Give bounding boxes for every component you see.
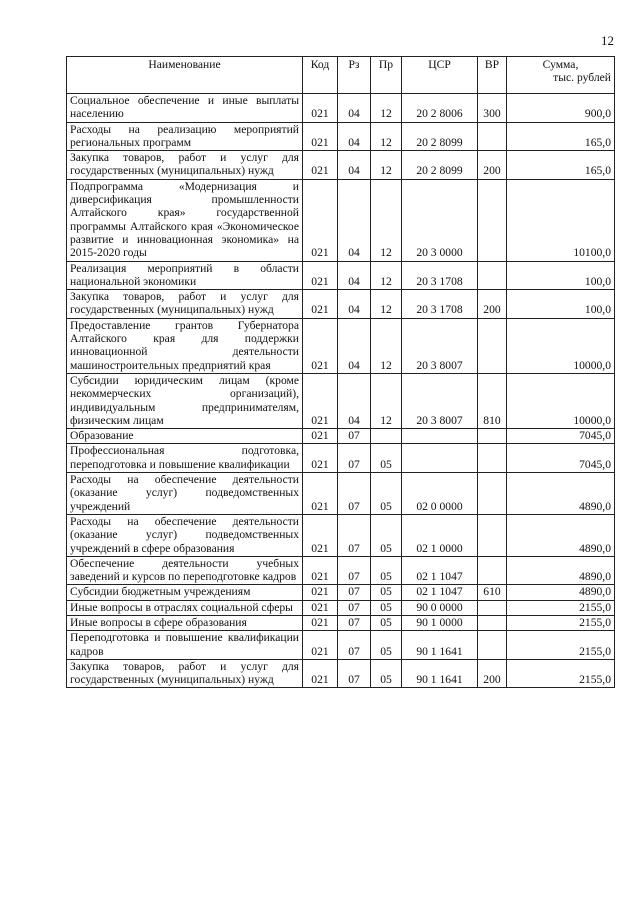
row-rz: 04 — [338, 261, 371, 290]
row-vr — [478, 631, 507, 660]
row-vr — [478, 615, 507, 630]
header-vr: ВР — [478, 57, 507, 94]
row-rz: 07 — [338, 585, 371, 600]
table-header-row — [67, 57, 615, 94]
row-pr: 12 — [371, 261, 402, 290]
row-code: 021 — [303, 373, 338, 428]
row-sum: 4890,0 — [507, 473, 615, 515]
row-name: Расходы на реализацию мероприятий региональных программ — [67, 122, 303, 151]
row-rz: 07 — [338, 429, 371, 444]
row-pr: 05 — [371, 600, 402, 615]
header-sum — [507, 57, 615, 94]
table-row — [67, 473, 615, 515]
row-pr: 12 — [371, 318, 402, 373]
row-code: 021 — [303, 122, 338, 151]
row-name: Образование — [67, 429, 303, 444]
row-code: 021 — [303, 290, 338, 319]
row-name: Субсидии бюджетным учреждениям — [67, 585, 303, 600]
row-vr: 610 — [478, 585, 507, 600]
row-code: 021 — [303, 94, 338, 123]
row-name: Социальное обеспечение и иные выплаты населению — [67, 94, 303, 123]
row-rz: 07 — [338, 659, 371, 688]
row-name: Субсидии юридическим лицам (кроме некоммерческих организаций), индивидуальным предпринимателям, физическим лицам — [67, 373, 303, 428]
row-csr: 20 3 8007 — [402, 318, 478, 373]
row-csr — [402, 444, 478, 473]
row-name: Закупка товаров, работ и услуг для государственных (муниципальных) нужд — [67, 290, 303, 319]
row-pr: 05 — [371, 615, 402, 630]
row-code: 021 — [303, 318, 338, 373]
row-csr: 90 1 0000 — [402, 615, 478, 630]
row-csr: 20 2 8006 — [402, 94, 478, 123]
table-row — [67, 659, 615, 688]
row-csr: 02 0 0000 — [402, 473, 478, 515]
row-name: Закупка товаров, работ и услуг для государственных (муниципальных) нужд — [67, 151, 303, 180]
row-pr: 12 — [371, 122, 402, 151]
table-row — [67, 290, 615, 319]
row-sum: 165,0 — [507, 151, 615, 180]
row-name: Предоставление грантов Губернатора Алтайского края для поддержки инновационной деятельности машиностроительных предприятий края — [67, 318, 303, 373]
row-vr — [478, 444, 507, 473]
table-row — [67, 631, 615, 660]
row-rz: 07 — [338, 631, 371, 660]
row-csr: 20 3 8007 — [402, 373, 478, 428]
table-row — [67, 556, 615, 585]
row-vr — [478, 318, 507, 373]
table-row — [67, 179, 615, 261]
row-rz: 04 — [338, 122, 371, 151]
table-row — [67, 615, 615, 630]
row-sum: 900,0 — [507, 94, 615, 123]
row-pr: 12 — [371, 94, 402, 123]
row-pr: 12 — [371, 290, 402, 319]
row-code: 021 — [303, 151, 338, 180]
row-pr: 12 — [371, 179, 402, 261]
table-row — [67, 94, 615, 123]
header-code: Код — [303, 57, 338, 94]
row-sum: 2155,0 — [507, 615, 615, 630]
row-rz: 07 — [338, 556, 371, 585]
row-vr — [478, 556, 507, 585]
row-csr: 20 2 8099 — [402, 151, 478, 180]
row-sum: 7045,0 — [507, 429, 615, 444]
row-code: 021 — [303, 179, 338, 261]
row-csr: 90 1 1641 — [402, 659, 478, 688]
row-csr: 90 1 1641 — [402, 631, 478, 660]
row-name: Иные вопросы в отраслях социальной сферы — [67, 600, 303, 615]
row-name: Иные вопросы в сфере образования — [67, 615, 303, 630]
table-row — [67, 444, 615, 473]
table-row — [67, 600, 615, 615]
table-row — [67, 261, 615, 290]
row-rz: 04 — [338, 94, 371, 123]
row-name: Реализация мероприятий в области национальной экономики — [67, 261, 303, 290]
row-rz: 07 — [338, 444, 371, 473]
row-sum: 100,0 — [507, 290, 615, 319]
row-pr: 05 — [371, 556, 402, 585]
header-pr: Пр — [371, 57, 402, 94]
header-name: Наименование — [67, 57, 303, 94]
row-pr: 05 — [371, 585, 402, 600]
row-sum: 10000,0 — [507, 373, 615, 428]
row-rz: 04 — [338, 290, 371, 319]
row-rz: 04 — [338, 179, 371, 261]
row-pr: 05 — [371, 444, 402, 473]
row-rz: 07 — [338, 514, 371, 556]
row-vr: 810 — [478, 373, 507, 428]
row-name: Расходы на обеспечение деятельности (оказание услуг) подведомственных учреждений в сфере образования — [67, 514, 303, 556]
row-csr: 02 1 1047 — [402, 556, 478, 585]
row-vr: 300 — [478, 94, 507, 123]
row-vr — [478, 122, 507, 151]
row-vr — [478, 429, 507, 444]
page-number: 12 — [601, 33, 614, 48]
row-name: Переподготовка и повышение квалификации кадров — [67, 631, 303, 660]
row-sum: 10000,0 — [507, 318, 615, 373]
row-sum: 4890,0 — [507, 514, 615, 556]
row-code: 021 — [303, 261, 338, 290]
table-row — [67, 373, 615, 428]
row-vr — [478, 179, 507, 261]
table-row — [67, 122, 615, 151]
row-vr: 200 — [478, 290, 507, 319]
row-sum: 2155,0 — [507, 659, 615, 688]
row-rz: 07 — [338, 615, 371, 630]
row-name: Закупка товаров, работ и услуг для государственных (муниципальных) нужд — [67, 659, 303, 688]
row-csr: 20 3 1708 — [402, 261, 478, 290]
row-code: 021 — [303, 585, 338, 600]
row-code: 021 — [303, 631, 338, 660]
row-csr: 90 0 0000 — [402, 600, 478, 615]
row-code: 021 — [303, 659, 338, 688]
table-row — [67, 514, 615, 556]
header-sum-line1: Сумма, — [542, 58, 579, 71]
row-csr: 20 3 1708 — [402, 290, 478, 319]
row-sum: 100,0 — [507, 261, 615, 290]
row-code: 021 — [303, 429, 338, 444]
row-pr: 05 — [371, 659, 402, 688]
row-rz: 04 — [338, 151, 371, 180]
header-rz: Рз — [338, 57, 371, 94]
row-csr: 20 3 0000 — [402, 179, 478, 261]
row-pr — [371, 429, 402, 444]
row-rz: 04 — [338, 373, 371, 428]
row-rz: 07 — [338, 600, 371, 615]
row-pr: 05 — [371, 473, 402, 515]
row-sum: 165,0 — [507, 122, 615, 151]
row-code: 021 — [303, 444, 338, 473]
row-code: 021 — [303, 473, 338, 515]
row-rz: 04 — [338, 318, 371, 373]
row-code: 021 — [303, 600, 338, 615]
row-vr — [478, 473, 507, 515]
row-code: 021 — [303, 615, 338, 630]
row-name: Подпрограмма «Модернизация и диверсификация промышленности Алтайского края» государственной программы Алтайского края «Экономическое развитие и инновационная экономика» на 2015-2020 годы — [67, 179, 303, 261]
budget-table — [66, 56, 615, 688]
row-sum: 10100,0 — [507, 179, 615, 261]
row-vr: 200 — [478, 151, 507, 180]
header-sum-line2: тыс. рублей — [553, 71, 611, 85]
row-vr: 200 — [478, 659, 507, 688]
row-pr: 12 — [371, 151, 402, 180]
row-pr: 12 — [371, 373, 402, 428]
row-sum: 7045,0 — [507, 444, 615, 473]
row-vr — [478, 261, 507, 290]
table-row — [67, 585, 615, 600]
row-pr: 05 — [371, 631, 402, 660]
row-csr: 02 1 1047 — [402, 585, 478, 600]
row-sum: 4890,0 — [507, 556, 615, 585]
row-vr — [478, 600, 507, 615]
row-sum: 2155,0 — [507, 631, 615, 660]
row-code: 021 — [303, 514, 338, 556]
row-name: Профессиональная подготовка, переподготовка и повышение квалификации — [67, 444, 303, 473]
table-row — [67, 318, 615, 373]
row-csr: 02 1 0000 — [402, 514, 478, 556]
row-sum: 2155,0 — [507, 600, 615, 615]
row-code: 021 — [303, 556, 338, 585]
row-csr — [402, 429, 478, 444]
header-csr: ЦСР — [402, 57, 478, 94]
row-name: Расходы на обеспечение деятельности (оказание услуг) подведомственных учреждений — [67, 473, 303, 515]
row-csr: 20 2 8099 — [402, 122, 478, 151]
row-rz: 07 — [338, 473, 371, 515]
table-row — [67, 151, 615, 180]
row-name: Обеспечение деятельности учебных заведений и курсов по переподготовке кадров — [67, 556, 303, 585]
table-row — [67, 429, 615, 444]
row-pr: 05 — [371, 514, 402, 556]
row-sum: 4890,0 — [507, 585, 615, 600]
row-vr — [478, 514, 507, 556]
